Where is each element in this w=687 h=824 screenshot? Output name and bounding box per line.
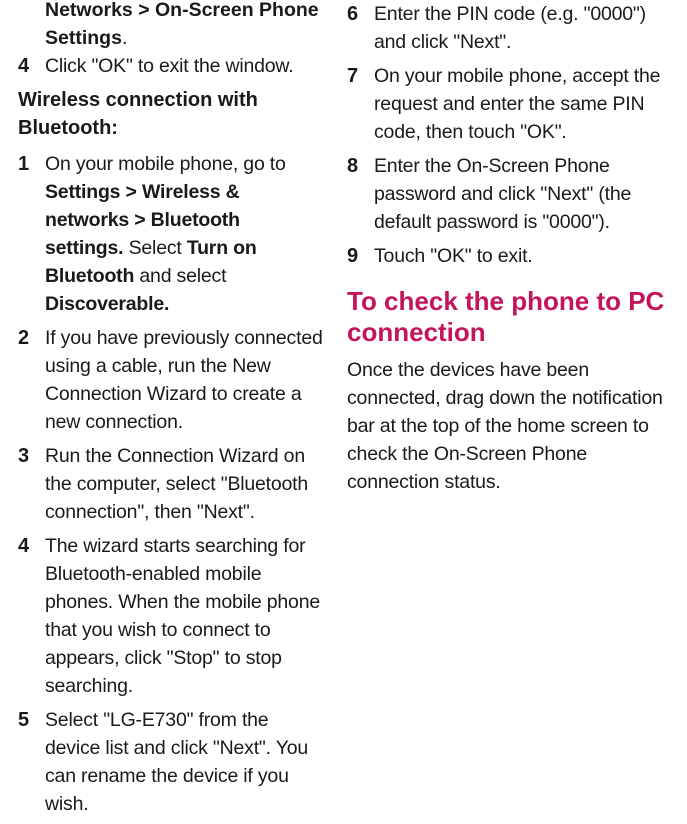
step-text: Enter the On-Screen Phone password and click "Next" (the default password is "0000").	[374, 155, 632, 233]
step-text: The wizard starts searching for Bluetooth-enabled mobile phones. When the mobile phone that you wish to connect to appears, click "Stop" to stop searching.	[45, 535, 320, 697]
step-number: 1	[18, 153, 30, 175]
left-column	[18, 0, 323, 824]
continued-instruction	[18, 0, 323, 52]
step-text: Enter the PIN code (e.g. "0000") and click "Next".	[374, 3, 646, 53]
step-7	[347, 62, 672, 146]
step-8	[347, 152, 672, 236]
step-number: 2	[18, 327, 30, 349]
continued-line-1: Networks > On-Screen Phone	[45, 0, 319, 21]
connection-status-paragraph: Once the devices have been connected, drag down the notification bar at the top of the home screen to check the On-Screen Phone connection status.	[347, 359, 663, 493]
step-number: 8	[347, 155, 359, 177]
turn-on-bluetooth: Turn on Bluetooth	[45, 237, 257, 287]
step-text: Click "OK" to exit the window.	[45, 55, 294, 77]
step-number: 4	[18, 535, 30, 557]
step-text	[45, 150, 323, 318]
right-column	[347, 0, 672, 496]
continued-line-2: Settings	[45, 27, 122, 49]
step-number: 3	[18, 445, 30, 467]
step-number: 9	[347, 245, 359, 267]
step-number: 6	[347, 3, 359, 25]
step-text-part: On your mobile phone, go to	[45, 153, 286, 175]
step-number: 4	[18, 55, 30, 77]
step-5	[18, 706, 323, 818]
step-text-part: and select	[134, 265, 227, 287]
section-title: To check the phone to PC connection	[347, 286, 665, 347]
step-2	[18, 324, 323, 436]
step-text: Run the Connection Wizard on the computer, select "Bluetooth connection", then "Next".	[45, 445, 309, 523]
step-number: 5	[18, 709, 30, 731]
step-4	[18, 532, 323, 700]
step-text: On your mobile phone, accept the request and enter the same PIN code, then touch "OK".	[374, 65, 661, 143]
step-6	[347, 0, 672, 56]
discoverable: Discoverable.	[45, 293, 170, 315]
step-4-exit	[18, 52, 323, 80]
step-number: 7	[347, 65, 359, 87]
step-3	[18, 442, 323, 526]
step-text: If you have previously connected using a cable, run the New Connection Wizard to create a new connection.	[45, 327, 323, 433]
step-9	[347, 242, 672, 270]
step-text: Select "LG-E730" from the device list and click "Next". You can rename the device if you wish.	[45, 709, 309, 815]
step-text-part: Select	[123, 237, 187, 259]
subheading-bluetooth: Wireless connection with Bluetooth:	[18, 89, 258, 139]
step-1	[18, 150, 323, 318]
continued-end: .	[121, 27, 128, 49]
settings-path: Settings > Wireless & networks > Bluetooth settings.	[45, 181, 240, 259]
step-text: Touch "OK" to exit.	[374, 245, 533, 267]
